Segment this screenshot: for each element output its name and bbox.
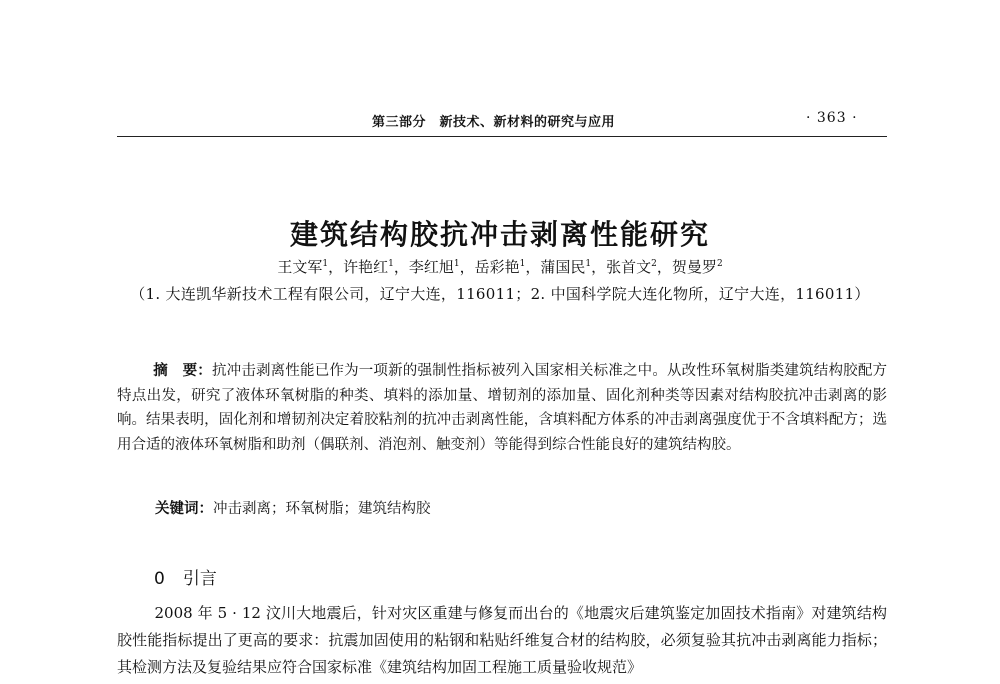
keywords-label: 关键词：	[155, 501, 213, 517]
author-name: 贺曼罗	[671, 258, 717, 276]
page-number: · 363 ·	[806, 110, 858, 126]
author-name: 王文军	[277, 258, 323, 276]
author-affiliation-mark: 1	[322, 259, 329, 269]
running-header-title: 第三部分 新技术、新材料的研究与应用	[372, 115, 616, 130]
author-list: 王文军$^1$，许艳红$^1$，李红旭$^1$，岳彩艳$^1$，蒲国民$^1$，张首文$^2$，贺曼罗$^2$	[277, 258, 723, 276]
author-affiliation-mark: 1	[453, 259, 460, 269]
abstract-label: 摘 要：	[153, 363, 212, 379]
header-rule	[117, 136, 887, 137]
section-title: 引言	[182, 569, 217, 589]
author-name: 许艳红	[343, 258, 389, 276]
body-paragraph: 2008 年 5 · 12 汶川大地震后，针对灾区重建与修复而出台的《地震灾后建筑鉴定加固技术指南》对建筑结构胶性能指标提出了更高的要求：抗震加固使用的粘钢和粘贴纤维复合材的结构胶，必须复验其抗冲击剥离能力指标；其检测方法及复验结果应符合国家标准《建筑结构加固工程施工质量验收规范》	[117, 604, 887, 676]
section-number: 0	[154, 569, 165, 589]
author-affiliation-mark: 2	[651, 259, 657, 269]
author-name: 李红旭	[408, 258, 454, 276]
affiliation-line: （1. 大连凯华新技术工程有限公司，辽宁大连，116011；2. 中国科学院大连化物所，辽宁大连，116011）	[130, 285, 870, 303]
author-affiliation-mark: 1	[585, 259, 592, 269]
keywords-text: 冲击剥离；环氧树脂；建筑结构胶	[213, 501, 431, 517]
article-title: 建筑结构胶抗冲击剥离性能研究	[289, 218, 710, 251]
author-affiliation-mark: 2	[716, 259, 723, 269]
section-heading	[154, 564, 217, 589]
abstract-block	[117, 359, 887, 457]
author-affiliation-mark: 1	[519, 259, 526, 269]
author-name: 岳彩艳	[474, 258, 520, 276]
author-name: 张首文	[606, 258, 652, 276]
keywords-line	[155, 497, 431, 518]
author-name: 蒲国民	[540, 258, 586, 276]
author-affiliation-mark: 1	[388, 259, 394, 269]
body-paragraph-block	[117, 600, 887, 681]
abstract-text: 抗冲击剥离性能已作为一项新的强制性指标被列入国家相关标准之中。从改性环氧树脂类建筑结构胶配方特点出发，研究了液体环氧树脂的种类、填料的添加量、增韧剂的添加量、固化剂种类等因素对结构胶抗冲击剥离的影响。结果表明，固化剂和增韧剂决定着胶粘剂的抗冲击剥离性能，含填料配方体系的冲击剥离强度优于不含填料配方；选用合适的液体环氧树脂和助剂（偶联剂、消泡剂、触变剂）等能得到综合性能良好的建筑结构胶。	[117, 363, 888, 453]
